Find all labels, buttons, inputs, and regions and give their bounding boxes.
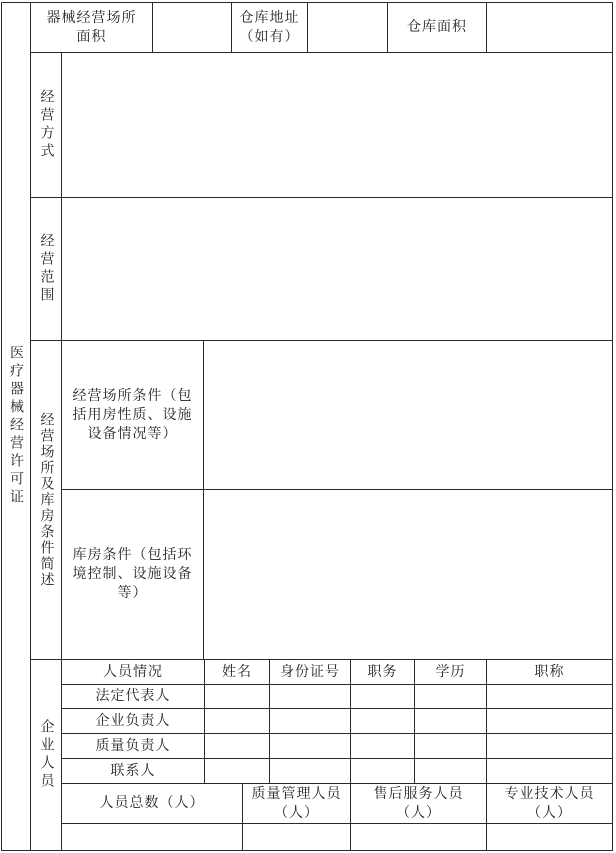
- venue-conditions-label-cell: [62, 341, 203, 489]
- col-header-name: [205, 660, 269, 684]
- input-enterprise-head-name[interactable]: [205, 709, 269, 733]
- business-scope-label: 经营范围: [38, 233, 55, 305]
- col-header-position-text: 职务: [367, 663, 398, 680]
- input-enterprise-head-position[interactable]: [351, 709, 414, 733]
- venue-area-label: 器械经营场所面积: [46, 9, 137, 45]
- warehouse-address-label-cell: [232, 3, 307, 52]
- venue-area-label-cell: [31, 3, 152, 52]
- input-contact-position[interactable]: [351, 759, 414, 783]
- outer-bottom-border: [1, 850, 613, 851]
- row-legal-representative-text: 法定代表人: [95, 688, 171, 704]
- premises-group-label: 经营场所及库房条件简述: [38, 412, 55, 588]
- outer-right-border: [612, 2, 613, 851]
- totals-header-total-staff-text: 人员总数（人）: [99, 795, 205, 811]
- input-enterprise-head-id[interactable]: [270, 709, 350, 733]
- totals-header-technical-staff-text: 专业技术人员（人）: [504, 785, 595, 821]
- input-quality-head-position[interactable]: [351, 734, 414, 758]
- col-header-personnel: [62, 660, 204, 684]
- business-scope-label-cell: [31, 198, 61, 340]
- warehouse-address-label: 仓库地址（如有）: [239, 9, 300, 45]
- warehouse-conditions-label-cell: [62, 490, 203, 659]
- row-enterprise-head-text: 企业负责人: [95, 712, 171, 729]
- input-contact-education[interactable]: [415, 759, 486, 783]
- col-header-title: [487, 660, 612, 684]
- col-header-position: [351, 660, 414, 684]
- input-legal-rep-id[interactable]: [270, 685, 350, 708]
- personnel-group-label: 企业人员: [38, 719, 55, 791]
- input-quality-head-education[interactable]: [415, 734, 486, 758]
- totals-header-aftersales-staff: [351, 784, 486, 823]
- totals-header-technical-staff: [487, 784, 612, 823]
- input-quality-staff[interactable]: [243, 824, 350, 850]
- row-quality-head-text: 质量负责人: [95, 737, 171, 754]
- business-scope-input[interactable]: [62, 198, 612, 340]
- warehouse-area-input[interactable]: [487, 3, 612, 52]
- warehouse-address-input[interactable]: [308, 3, 387, 52]
- business-mode-input[interactable]: [62, 53, 612, 197]
- venue-conditions-input[interactable]: [204, 341, 612, 489]
- input-technical-staff[interactable]: [487, 824, 612, 850]
- input-quality-head-title[interactable]: [487, 734, 612, 758]
- business-mode-label: 经营方式: [38, 89, 55, 161]
- col-header-id-number-text: 身份证号: [280, 663, 340, 680]
- input-aftersales-staff[interactable]: [351, 824, 486, 850]
- warehouse-area-label-cell: [388, 3, 486, 52]
- col-header-education: [415, 660, 486, 684]
- col-header-title-text: 职称: [534, 663, 565, 680]
- warehouse-conditions-input[interactable]: [204, 490, 612, 659]
- side-title: 医疗器械经营许可证: [8, 345, 24, 507]
- col-header-personnel-text: 人员情况: [103, 663, 163, 680]
- input-enterprise-head-education[interactable]: [415, 709, 486, 733]
- row-quality-head: [62, 734, 204, 758]
- input-legal-rep-education[interactable]: [415, 685, 486, 708]
- input-contact-id[interactable]: [270, 759, 350, 783]
- warehouse-area-label: 仓库面积: [407, 19, 467, 35]
- row-contact-person: [62, 759, 204, 783]
- row-legal-representative: [62, 685, 204, 708]
- business-mode-label-cell: [31, 53, 61, 197]
- input-legal-rep-title[interactable]: [487, 685, 612, 708]
- venue-area-input[interactable]: [153, 3, 231, 52]
- row-contact-person-text: 联系人: [110, 762, 156, 779]
- input-quality-head-name[interactable]: [205, 734, 269, 758]
- col-header-education-text: 学历: [435, 663, 466, 680]
- input-total-staff[interactable]: [62, 824, 242, 850]
- personnel-group-label-cell: [31, 660, 61, 850]
- col-header-name-text: 姓名: [222, 663, 252, 680]
- totals-header-quality-staff-text: 质量管理人员（人）: [251, 785, 342, 821]
- col-header-id-number: [270, 660, 350, 684]
- row-enterprise-head: [62, 709, 204, 733]
- input-legal-rep-name[interactable]: [205, 685, 269, 708]
- warehouse-conditions-label: 库房条件（包括环境控制、设施设备等）: [72, 547, 193, 601]
- input-enterprise-head-title[interactable]: [487, 709, 612, 733]
- venue-conditions-label: 经营场所条件（包括用房性质、设施设备情况等）: [72, 387, 193, 442]
- input-contact-name[interactable]: [205, 759, 269, 783]
- totals-header-total-staff: [62, 784, 242, 823]
- totals-header-quality-staff: [243, 784, 350, 823]
- input-contact-title[interactable]: [487, 759, 612, 783]
- side-title-cell: [1, 2, 30, 850]
- totals-header-aftersales-staff-text: 售后服务人员（人）: [373, 785, 464, 821]
- premises-group-label-cell: [31, 341, 61, 659]
- input-quality-head-id[interactable]: [270, 734, 350, 758]
- input-legal-rep-position[interactable]: [351, 685, 414, 708]
